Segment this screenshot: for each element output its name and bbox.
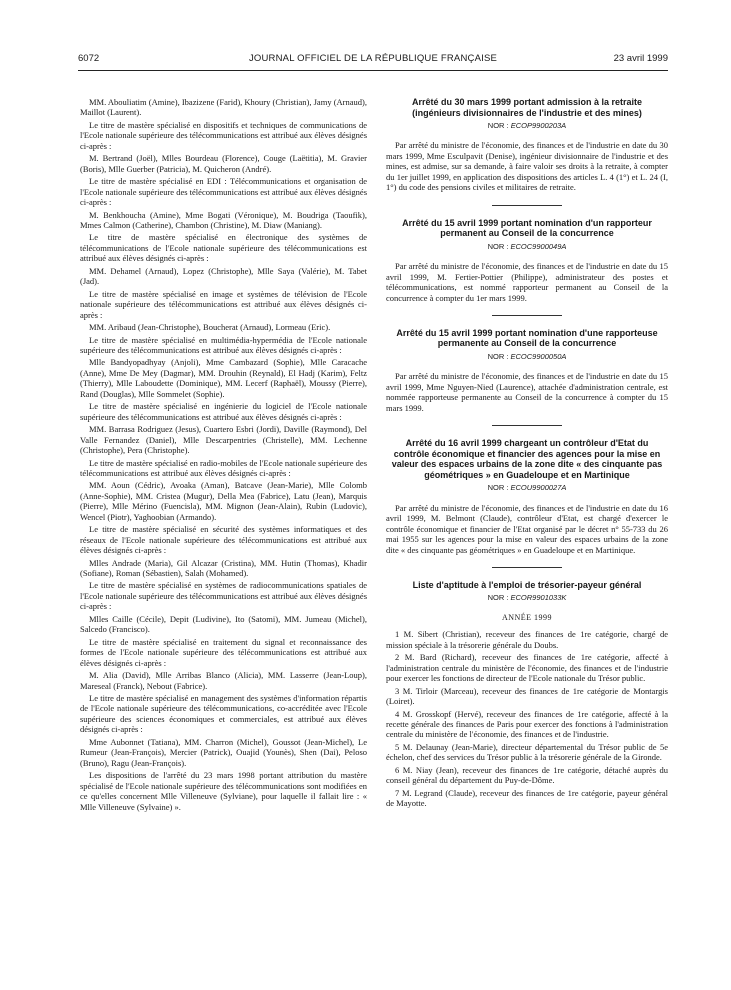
nor-reference: NOR : ECOP9900203A bbox=[487, 121, 567, 130]
left-column bbox=[80, 97, 367, 814]
paragraph: Le titre de mastère spécialisé en management des systèmes d'information répartis de l'Ecole nationale supérieure des télécommunications, co-accréditée avec l'Ecole supérieure des sciences économiques et commerciales, est attribué aux élèves désignés ci-après : bbox=[80, 693, 367, 735]
paragraph: Le titre de mastère spécialisé en systèmes de radiocommunications spatiales de l'Ecole nationale supérieure des télécommunications est attribué aux élèves désignés ci-après : bbox=[80, 580, 367, 612]
paragraph: MM. Aribaud (Jean-Christophe), Boucherat (Arnaud), Lormeau (Eric). bbox=[89, 322, 331, 333]
decree-section bbox=[386, 438, 668, 555]
paragraph: Mlles Andrade (Maria), Gil Alcazar (Cristina), MM. Hutin (Thomas), Khadir (Sofiane), Roman (Sébastien), Salah (Mohamed). bbox=[80, 557, 367, 579]
nor-reference: NOR : ECOC9900049A bbox=[487, 241, 567, 251]
paragraph: Le titre de mastère spécialisé en électronique des systèmes de télécommunications de l'Ecole nationale supérieure des télécommunications est attribué aux élèves désignés ci-après : bbox=[80, 232, 367, 264]
list-item: 7 M. Legrand (Claude), receveur des finances de 1re catégorie, payeur général de Mayotte. bbox=[386, 787, 668, 809]
paragraph: M. Benkhoucha (Amine), Mme Bogati (Véronique), M. Boudriga (Taoufik), Mmes Calmon (Catherine), Chambon (Christine), M. Diaw (Maniang). bbox=[80, 209, 367, 230]
decree-title: Arrêté du 15 avril 1999 portant nomination d'un rapporteur permanent au Conseil de la concurrence bbox=[402, 217, 652, 239]
nor-code: ECOP9900203A bbox=[510, 121, 567, 130]
list-item: 4 M. Grosskopf (Hervé), receveur des finances de 1re catégorie, affecté à la recette générale des finances de Paris pour exercer des fonctions à l'administration centrale du ministère de l'économie, des finances et de l'industrie. bbox=[386, 708, 668, 740]
paragraph: Le titre de mastère spécialisé en traitement du signal et reconnaissance des formes de l'Ecole nationale supérieure des télécommunications est attribué aux élèves désignés ci-après : bbox=[80, 636, 367, 668]
paragraph: M. Alia (David), Mlle Arribas Blanco (Alicia), MM. Lasserre (Jean-Loup), Mareseal (Franck), Nebout (Fabrice). bbox=[80, 670, 367, 691]
paragraph: Le titre de mastère spécialisé en dispositifs et techniques de communications de l'Ecole nationale supérieure des télécommunications est attribué aux élèves désignés ci-après : bbox=[80, 119, 367, 151]
paragraph: Le titre de mastère spécialisé en radio-mobiles de l'Ecole nationale supérieure des télécommunications est attribué aux élèves désignés ci-après : bbox=[80, 457, 367, 478]
section-divider bbox=[492, 315, 562, 316]
list-year: ANNÉE 1999 bbox=[501, 612, 553, 622]
nor-code: ECOU9900027A bbox=[510, 483, 567, 493]
paragraph: Le titre de mastère spécialisé en multimédia-hypermédia de l'Ecole nationale supérieure des télécommunications est attribué aux élèves désignés ci-après : bbox=[80, 334, 367, 355]
page-number: 6072 bbox=[78, 53, 100, 64]
decree-body: Par arrêté du ministre de l'économie, des finances et de l'industrie en date du 15 avril 1999, M. Fertier-Pottier (Philippe), administrateur des postes et télécommunications, est nommé rapporteur permanent au Conseil de la concurrence à compter du 1er mars 1999. bbox=[386, 261, 668, 303]
right-column bbox=[386, 97, 668, 811]
paragraph: Mlle Bandyopadhyay (Anjoli), Mme Cambazard (Sophie), Mlle Caracache (Anne), Mme De Mey (Dagmar), MM. Drouhin (Reynald), El Hadj (Karim), Feltz (Thierry), Mlle Laboudette (Dominique), MM. Lecerf (Raphaël), Moussy (Pierre), Rand (Douglas), Mlle Sommelet (Sophie). bbox=[80, 357, 367, 399]
paragraph: Le titre de mastère spécialisé en ingénierie du logiciel de l'Ecole nationale supérieure des télécommunications est attribué aux élèves désignés ci-après : bbox=[80, 401, 367, 422]
nor-code: ECOC9900050A bbox=[510, 351, 567, 361]
paragraph: Mlles Caille (Cécile), Depit (Ludivine), Ito (Satomi), MM. Jumeau (Michel), Salcedo (Francisco). bbox=[80, 613, 367, 635]
list-item: 3 M. Tirloir (Marceau), receveur des finances de 1re catégorie de Montargis (Loiret). bbox=[386, 685, 668, 707]
decree-title: Arrêté du 16 avril 1999 chargeant un contrôleur d'Etat du contrôle économique et financier des agences pour la mise en valeur des espaces urbains de la zone dite « des cinquante pas géométriques » en Guadeloupe et en Martinique bbox=[391, 438, 663, 480]
paragraph: MM. Aoun (Cédric), Avoaka (Aman), Batcave (Jean-Marie), Mlle Colomb (Anne-Sophie), MM. Cristea (Mugur), Della Mea (Fabrice), Latu (Jean), Marquis (Pierre), Mlle Mérino (Fuencisla), MM. Mignon (Jean-Alain), Rubin (Ludovic), Wencel (Piotr), Yaghoobian (Armando). bbox=[80, 480, 367, 522]
paragraph: M. Bertrand (Joël), Mlles Bourdeau (Florence), Couge (Laëtitia), M. Gravier (Boris), Mlle Guerber (Patricia), M. Quicheron (André). bbox=[80, 153, 367, 174]
decree-title: Arrêté du 15 avril 1999 portant nomination d'une rapporteuse permanente au Conseil de la concurrence bbox=[396, 327, 658, 349]
paragraph: MM. Dehamel (Arnaud), Lopez (Christophe), Mlle Saya (Valérie), M. Tabet (Jad). bbox=[80, 265, 367, 287]
section-divider bbox=[492, 205, 562, 206]
paragraph: Le titre de mastère spécialisé en image et systèmes de télévision de l'Ecole nationale supérieure des télécommunications est attribué aux élèves désignés ci-après : bbox=[80, 288, 367, 320]
decree-section bbox=[386, 218, 668, 303]
list-title: Liste d'aptitude à l'emploi de trésorier-payeur général bbox=[412, 579, 642, 590]
list-item: 1 M. Sibert (Christian), receveur des finances de 1re catégorie, chargé de mission spéciale à la trésorerie générale du Doubs. bbox=[386, 629, 668, 650]
paragraph: Le titre de mastère spécialisé en EDI : Télécommunications et organisation de l'Ecole nationale supérieure des télécommunications est attribué aux élèves désignés ci-après : bbox=[80, 176, 367, 208]
paragraph: MM. Abouliatim (Amine), Ibazizene (Farid), Khoury (Christian), Jamy (Arnaud), Maillot (Laurent). bbox=[80, 97, 367, 118]
page-header bbox=[78, 51, 668, 71]
section-divider bbox=[492, 567, 562, 568]
paragraph: Le titre de mastère spécialisé en sécurité des systèmes informatiques et des réseaux de l'Ecole nationale supérieure des télécommunications est attribué aux élèves désignés ci-après : bbox=[80, 524, 367, 556]
nor-reference: NOR : ECOU9900027A bbox=[487, 483, 567, 493]
nor-code: ECOC9900049A bbox=[510, 241, 567, 251]
nor-code: ECOR9901033K bbox=[510, 593, 567, 603]
journal-title: JOURNAL OFFICIEL DE LA RÉPUBLIQUE FRANÇAISE bbox=[248, 53, 498, 64]
decree-body: Par arrêté du ministre de l'économie, des finances et de l'industrie en date du 30 mars 1999, Mme Esculpavit (Denise), ingénieur divisionnaire de l'industrie et des mines, est admise, sur sa demande, à faire valoir ses droits à la retraite, à compter du 1er juillet 1999, en application des dispositions des articles L. 4 (1°) et L. 24 (I, 1°) du code des pensions civiles et militaires de retraite. bbox=[386, 140, 668, 193]
header-rule bbox=[78, 70, 668, 71]
decree-body: Par arrêté du ministre de l'économie, des finances et de l'industrie en date du 15 avril 1999, Mme Nguyen-Nied (Laurence), attachée d'administration centrale, est nommée rapporteuse permanente au Conseil de la concurrence à compter du 15 mars 1999. bbox=[386, 371, 668, 413]
list-item: 5 M. Delaunay (Jean-Marie), directeur départemental du Trésor public de 5e échelon, chef des services du Trésor public à la trésorerie générale de la Gironde. bbox=[386, 741, 668, 763]
list-item: 2 M. Bard (Richard), receveur des finances de 1re catégorie, affecté à l'administration centrale du ministère de l'économie, des finances et de l'industrie pour exercer les fonctions de directeur de l'Ecole nationale du Trésor public. bbox=[386, 652, 668, 684]
paragraph: Mme Aubonnet (Tatiana), MM. Charron (Michel), Goussot (Jean-Michel), Le Rumeur (Jean-François), Mercier (Patrick), Ouajid (Younès), Shen (Dai), Peloso (Bruno), Ragu (Jean-François). bbox=[80, 736, 367, 768]
decree-section bbox=[386, 97, 668, 193]
section-divider bbox=[492, 425, 562, 426]
nor-reference: NOR : ECOC9900050A bbox=[487, 351, 567, 361]
decree-body: Par arrêté du ministre de l'économie, des finances et de l'industrie en date du 16 avril 1999, M. Belmont (Claude), contrôleur d'Etat, est chargé d'exercer le contrôle économique et financier de l'Etat organisé par le décret n° 55-733 du 26 mai 1955 sur les agences pour la mise en valeur des espaces urbains de la zone dite « des cinquante pas géométriques » en Guadeloupe et en Martinique. bbox=[386, 502, 668, 555]
list-item: 6 M. Niay (Jean), receveur des finances de 1re catégorie, détaché auprès du conseil général du département du Puy-de-Dôme. bbox=[386, 764, 668, 786]
paragraph: Les dispositions de l'arrêté du 23 mars 1998 portant attribution du mastère spécialisé de l'Ecole nationale supérieure des télécommunications sont modifiées en ce qu'elles concernent Mlle Villeneuve (Sylviane), pour laquelle il fallait lire : « Mlle Villeneuve (Sylvaine) ». bbox=[80, 770, 367, 812]
issue-date: 23 avril 1999 bbox=[613, 53, 668, 64]
nor-reference: NOR : ECOR9901033K bbox=[487, 593, 567, 603]
paragraph: MM. Barrasa Rodriguez (Jesus), Cuartero Esbri (Jordi), Daville (Raymond), Del Valle Fernandez (Daniel), Mlle Descarpentries (Christelle), MM. Lechenne (Christophe), Pera (Christophe). bbox=[80, 424, 367, 456]
decree-section bbox=[386, 328, 668, 413]
aptitude-list-section bbox=[386, 580, 668, 809]
decree-title: Arrêté du 30 mars 1999 portant admission à la retraite (ingénieurs divisionnaires de l'industrie et des mines) bbox=[411, 97, 643, 118]
